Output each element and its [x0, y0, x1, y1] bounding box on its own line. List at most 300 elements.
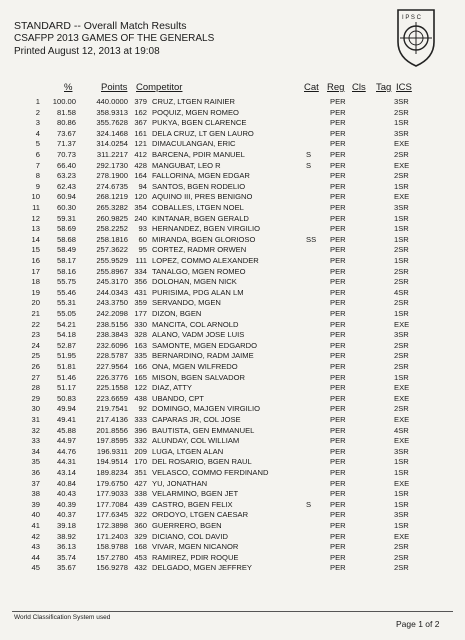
row-place: 9 [35, 181, 40, 191]
row-tag: 4SR [394, 425, 409, 435]
row-points: 156.9278 [96, 563, 128, 573]
row-region: PER [330, 287, 346, 297]
row-points: 172.3898 [96, 521, 128, 530]
row-competitor-number: 432 [134, 563, 147, 573]
row-place: 17 [31, 266, 40, 276]
table-row [0, 532, 465, 543]
row-percent: 51.95 [56, 351, 76, 361]
row-points: 197.8595 [96, 436, 128, 446]
row-place: 12 [31, 213, 40, 223]
row-place: 30 [31, 404, 40, 414]
row-percent: 70.73 [56, 150, 76, 159]
row-place: 2 [35, 107, 40, 117]
row-percent: 44.31 [56, 457, 76, 467]
row-region: PER [330, 499, 346, 509]
row-points: 292.1730 [96, 160, 128, 170]
report-title: STANDARD -- Overall Match Results [14, 20, 187, 32]
row-region: PER [330, 266, 346, 276]
row-region: PER [330, 256, 346, 265]
row-competitor-name: KINTANAR, BGEN GERALD [152, 213, 249, 223]
row-region: PER [330, 362, 346, 371]
row-place: 25 [31, 351, 40, 361]
row-points: 278.1900 [96, 171, 128, 181]
row-tag: EXE [394, 436, 410, 446]
row-points: 196.9311 [96, 446, 128, 456]
row-competitor-name: MANCITA, COL ARNOLD [152, 319, 239, 329]
table-row [0, 383, 465, 394]
row-competitor-number: 439 [134, 499, 147, 509]
table-row [0, 447, 465, 458]
row-points: 244.0343 [96, 287, 128, 297]
row-competitor-name: ONA, MGEN WILFREDO [152, 362, 238, 371]
table-row [0, 563, 465, 574]
row-percent: 54.18 [56, 330, 76, 340]
row-competitor-number: 165 [134, 372, 147, 382]
row-region: PER [330, 319, 346, 329]
row-competitor-name: SANTOS, BGEN RODELIO [152, 181, 246, 191]
row-place: 28 [31, 383, 40, 393]
row-competitor-name: MIRANDA, BGEN GLORIOSO [152, 234, 256, 244]
row-tag: 1SR [394, 309, 409, 318]
row-region: PER [330, 457, 346, 467]
row-points: 260.9825 [96, 213, 128, 223]
row-region: PER [330, 542, 346, 552]
row-tag: 2SR [394, 340, 409, 350]
row-tag: EXE [394, 415, 410, 424]
row-tag: 3SR [394, 128, 409, 138]
row-points: 257.3622 [96, 245, 128, 255]
row-competitor-number: 177 [134, 309, 147, 318]
row-percent: 49.41 [56, 415, 76, 424]
table-row [0, 351, 465, 362]
row-place: 18 [31, 277, 40, 287]
row-percent: 40.37 [56, 510, 76, 520]
row-tag: 2SR [394, 245, 409, 255]
row-competitor-name: CRUZ, LTGEN RAINIER [152, 97, 235, 106]
row-competitor-number: 427 [134, 478, 147, 488]
row-region: PER [330, 213, 346, 223]
row-place: 31 [31, 415, 40, 424]
row-region: PER [330, 510, 346, 520]
row-place: 33 [31, 436, 40, 446]
row-percent: 43.14 [56, 468, 76, 477]
page-number: Page 1 of 2 [396, 619, 440, 629]
row-competitor-name: DELA CRUZ, LT GEN LAURO [152, 128, 254, 138]
row-points: 226.3776 [96, 372, 128, 382]
row-place: 34 [31, 446, 40, 456]
row-percent: 36.13 [56, 542, 76, 552]
row-points: 171.2403 [96, 531, 128, 541]
row-tag: 3SR [394, 510, 409, 520]
row-tag: 2SR [394, 351, 409, 361]
row-place: 4 [35, 128, 40, 138]
row-region: PER [330, 393, 346, 403]
row-points: 232.6096 [96, 340, 128, 350]
row-competitor-number: 95 [138, 245, 147, 255]
row-tag: 1SR [394, 213, 409, 223]
row-percent: 71.37 [56, 139, 76, 149]
row-percent: 54.21 [56, 319, 76, 329]
row-competitor-name: SERVANDO, MGEN [152, 298, 221, 308]
row-tag: 2SR [394, 404, 409, 414]
row-points: 255.9529 [96, 256, 128, 265]
row-percent: 58.17 [56, 256, 76, 265]
row-points: 177.9033 [96, 489, 128, 499]
row-competitor-number: 111 [135, 256, 147, 265]
row-region: PER [330, 203, 346, 212]
row-region: PER [330, 224, 346, 234]
row-place: 1 [35, 97, 40, 106]
col-header-cls: Cls [352, 82, 366, 93]
row-percent: 60.94 [56, 192, 76, 202]
row-tag: 2SR [394, 542, 409, 552]
row-percent: 40.39 [56, 499, 76, 509]
row-place: 7 [35, 160, 40, 170]
row-points: 324.1468 [96, 128, 128, 138]
row-competitor-number: 338 [134, 489, 147, 499]
row-points: 157.2780 [96, 552, 128, 562]
table-row [0, 150, 465, 161]
row-place: 36 [31, 468, 40, 477]
row-competitor-name: UBANDO, CPT [152, 393, 204, 403]
row-points: 227.9564 [96, 362, 128, 371]
row-region: PER [330, 139, 346, 149]
row-competitor-number: 330 [134, 319, 147, 329]
row-region: PER [330, 436, 346, 446]
row-competitor-number: 162 [134, 107, 147, 117]
row-points: 228.5787 [96, 351, 128, 361]
row-percent: 35.74 [56, 552, 76, 562]
row-tag: 2SR [394, 277, 409, 287]
row-place: 10 [31, 192, 40, 202]
row-points: 268.1219 [96, 192, 128, 202]
row-category: S [306, 499, 312, 509]
row-competitor-name: BARCENA, PDIR MANUEL [152, 150, 245, 159]
row-region: PER [330, 489, 346, 499]
table-row [0, 277, 465, 288]
row-competitor-number: 328 [134, 330, 147, 340]
row-place: 20 [31, 298, 40, 308]
row-competitor-number: 168 [134, 542, 147, 552]
row-points: 258.1816 [96, 234, 128, 244]
row-competitor-number: 93 [138, 224, 147, 234]
row-region: PER [330, 309, 346, 318]
row-competitor-name: POQUIZ, MGEN ROMEO [152, 107, 239, 117]
row-percent: 38.92 [56, 531, 76, 541]
row-competitor-number: 356 [134, 277, 147, 287]
row-place: 22 [31, 319, 40, 329]
row-place: 35 [31, 457, 40, 467]
row-tag: 2SR [394, 171, 409, 181]
row-competitor-number: 94 [138, 181, 147, 191]
row-tag: EXE [394, 160, 410, 170]
table-row [0, 479, 465, 490]
row-competitor-number: 163 [134, 340, 147, 350]
row-region: PER [330, 118, 346, 128]
row-competitor-name: PUKYA, BGEN CLARENCE [152, 118, 247, 128]
row-points: 177.7084 [96, 499, 128, 509]
row-region: PER [330, 478, 346, 488]
row-points: 242.2098 [96, 309, 128, 318]
row-percent: 39.18 [56, 521, 76, 530]
row-percent: 73.67 [56, 128, 76, 138]
row-points: 201.8556 [96, 425, 128, 435]
table-row [0, 489, 465, 500]
row-competitor-number: 431 [134, 287, 147, 297]
row-percent: 58.49 [56, 245, 76, 255]
table-row [0, 161, 465, 172]
table-row [0, 330, 465, 341]
table-row [0, 500, 465, 511]
row-place: 44 [31, 552, 40, 562]
table-row [0, 171, 465, 182]
row-points: 314.0254 [96, 139, 128, 149]
row-competitor-name: MANGUBAT, LEO R [152, 160, 221, 170]
table-row [0, 373, 465, 384]
row-points: 265.3282 [96, 203, 128, 212]
row-competitor-name: CAPARAS JR, COL JOSE [152, 415, 241, 424]
row-region: PER [330, 383, 346, 393]
row-competitor-number: 240 [134, 213, 147, 223]
table-row [0, 394, 465, 405]
row-competitor-name: SAMONTE, MGEN EDGARDO [152, 340, 258, 350]
row-tag: 1SR [394, 224, 409, 234]
row-place: 5 [35, 139, 40, 149]
row-tag: 2SR [394, 552, 409, 562]
row-points: 258.2252 [96, 224, 128, 234]
row-percent: 81.58 [56, 107, 76, 117]
row-competitor-number: 412 [134, 150, 147, 159]
row-competitor-name: MISON, BGEN SALVADOR [152, 372, 245, 382]
row-percent: 58.69 [56, 224, 76, 234]
row-points: 177.6345 [96, 510, 128, 520]
row-tag: 3SR [394, 203, 409, 212]
table-row [0, 542, 465, 553]
row-competitor-name: HERNANDEZ, BGEN VIRGILIO [152, 224, 261, 234]
row-percent: 44.97 [56, 436, 76, 446]
row-competitor-number: 396 [134, 425, 147, 435]
row-competitor-number: 92 [138, 404, 147, 414]
row-points: 274.6735 [96, 181, 128, 191]
row-percent: 55.31 [56, 298, 76, 308]
row-region: PER [330, 192, 346, 202]
row-competitor-name: BAUTISTA, GEN EMMANUEL [152, 425, 255, 435]
print-date: Printed August 12, 2013 at 19:08 [14, 46, 160, 57]
table-row [0, 139, 465, 150]
row-category: SS [306, 234, 317, 244]
table-row [0, 245, 465, 256]
row-competitor-name: COBALLES, LTGEN NOEL [152, 203, 244, 212]
row-competitor-name: FALLORINA, MGEN EDGAR [152, 171, 250, 181]
row-competitor-name: GUERRERO, BGEN [152, 521, 222, 530]
row-competitor-number: 359 [134, 298, 147, 308]
row-points: 189.8234 [96, 468, 128, 477]
row-points: 255.8967 [96, 266, 128, 276]
row-region: PER [330, 468, 346, 477]
row-competitor-name: DIAZ, ATTY [152, 383, 192, 393]
footer-divider [12, 611, 453, 612]
row-competitor-name: DEL ROSARIO, BGEN RAUL [152, 457, 252, 467]
row-competitor-number: 164 [134, 171, 147, 181]
row-place: 14 [31, 234, 40, 244]
row-points: 225.1558 [96, 383, 128, 393]
table-row [0, 267, 465, 278]
table-row [0, 426, 465, 437]
table-row [0, 288, 465, 299]
row-tag: 1SR [394, 372, 409, 382]
row-percent: 80.86 [56, 118, 76, 128]
row-competitor-name: DIZON, BGEN [152, 309, 202, 318]
row-points: 217.4136 [96, 415, 128, 424]
row-region: PER [330, 372, 346, 382]
col-header-points: Points [101, 82, 128, 93]
table-row [0, 436, 465, 447]
row-percent: 44.76 [56, 446, 76, 456]
row-tag: 3SR [394, 97, 409, 106]
table-row [0, 97, 465, 108]
row-tag: 1SR [394, 499, 409, 509]
row-percent: 100.00 [52, 97, 76, 106]
row-competitor-number: 453 [134, 552, 147, 562]
row-place: 21 [31, 309, 40, 318]
table-row [0, 457, 465, 468]
row-competitor-number: 161 [134, 128, 147, 138]
row-competitor-number: 333 [134, 415, 147, 424]
row-competitor-name: VELARMINO, BGEN JET [152, 489, 239, 499]
row-percent: 40.84 [56, 478, 76, 488]
row-competitor-number: 360 [134, 521, 147, 530]
row-region: PER [330, 150, 346, 159]
row-percent: 40.43 [56, 489, 76, 499]
row-region: PER [330, 298, 346, 308]
row-tag: EXE [394, 393, 410, 403]
row-tag: 2SR [394, 563, 409, 573]
table-row [0, 298, 465, 309]
row-points: 245.3170 [96, 277, 128, 287]
row-points: 358.9313 [96, 107, 128, 117]
col-header-ics: ICS [396, 82, 412, 93]
row-tag: EXE [394, 383, 410, 393]
row-points: 223.6659 [96, 393, 128, 403]
row-region: PER [330, 351, 346, 361]
row-competitor-name: LUGA, LTGEN ALAN [152, 446, 224, 456]
row-region: PER [330, 160, 346, 170]
ipsc-logo [394, 8, 438, 68]
row-tag: 2SR [394, 362, 409, 371]
row-percent: 52.87 [56, 340, 76, 350]
row-points: 238.5156 [96, 319, 128, 329]
table-row [0, 320, 465, 331]
table-row [0, 553, 465, 564]
row-percent: 51.17 [56, 383, 76, 393]
row-percent: 45.88 [56, 425, 76, 435]
row-points: 194.9514 [96, 457, 128, 467]
table-row [0, 415, 465, 426]
table-row [0, 362, 465, 373]
table-row [0, 108, 465, 119]
row-region: PER [330, 552, 346, 562]
row-percent: 55.46 [56, 287, 76, 297]
row-competitor-number: 354 [134, 203, 147, 212]
table-row [0, 341, 465, 352]
row-region: PER [330, 330, 346, 340]
row-points: 311.2217 [96, 150, 128, 159]
row-tag: 2SR [394, 107, 409, 117]
row-competitor-name: CASTRO, BGEN FELIX [152, 499, 233, 509]
row-place: 43 [31, 542, 40, 552]
row-competitor-name: VELASCO, COMMO FERDINAND [152, 468, 269, 477]
row-competitor-name: PURISIMA, PDG ALAN LM [152, 287, 244, 297]
row-tag: 3SR [394, 330, 409, 340]
row-place: 42 [31, 531, 40, 541]
row-competitor-name: TANALGO, MGEN ROMEO [152, 266, 246, 276]
row-tag: 4SR [394, 287, 409, 297]
table-row [0, 129, 465, 140]
row-competitor-name: ALANO, VADM JOSE LUIS [152, 330, 245, 340]
table-row [0, 224, 465, 235]
row-place: 39 [31, 499, 40, 509]
row-place: 38 [31, 489, 40, 499]
row-percent: 51.81 [56, 362, 76, 371]
row-tag: 1SR [394, 118, 409, 128]
row-place: 29 [31, 393, 40, 403]
col-header-cat: Cat [304, 82, 319, 93]
row-competitor-name: DIMACULANGAN, ERIC [152, 139, 236, 149]
row-region: PER [330, 521, 346, 530]
row-region: PER [330, 181, 346, 191]
table-row [0, 468, 465, 479]
row-category: S [306, 150, 312, 159]
row-tag: EXE [394, 531, 410, 541]
row-tag: EXE [394, 139, 410, 149]
row-tag: 1SR [394, 521, 409, 530]
row-competitor-name: DICIANO, COL DAVID [152, 531, 228, 541]
row-competitor-name: VIVAR, MGEN NICANOR [152, 542, 239, 552]
row-percent: 60.30 [56, 203, 76, 212]
col-header-competitor: Competitor [136, 82, 183, 93]
row-points: 238.3843 [96, 330, 128, 340]
row-region: PER [330, 404, 346, 414]
row-competitor-number: 166 [134, 362, 147, 371]
row-competitor-number: 120 [134, 192, 147, 202]
row-region: PER [330, 446, 346, 456]
row-percent: 59.31 [56, 213, 76, 223]
table-row [0, 118, 465, 129]
row-competitor-number: 121 [134, 139, 147, 149]
row-competitor-number: 322 [134, 510, 147, 520]
table-row [0, 192, 465, 203]
row-region: PER [330, 531, 346, 541]
row-place: 6 [35, 150, 40, 159]
row-place: 8 [35, 171, 40, 181]
row-percent: 63.23 [56, 171, 76, 181]
row-region: PER [330, 128, 346, 138]
table-row [0, 214, 465, 225]
row-tag: 2SR [394, 266, 409, 276]
row-tag: 1SR [394, 234, 409, 244]
row-place: 41 [31, 521, 40, 530]
row-competitor-number: 438 [134, 393, 147, 403]
row-competitor-number: 332 [134, 436, 147, 446]
table-row [0, 404, 465, 415]
table-row [0, 203, 465, 214]
row-competitor-name: ORDOYO, LTGEN CAESAR [152, 510, 249, 520]
row-tag: 1SR [394, 468, 409, 477]
row-place: 40 [31, 510, 40, 520]
row-competitor-name: LOPEZ, COMMO ALEXANDER [152, 256, 259, 265]
row-competitor-number: 351 [134, 468, 147, 477]
row-competitor-number: 334 [134, 266, 147, 276]
